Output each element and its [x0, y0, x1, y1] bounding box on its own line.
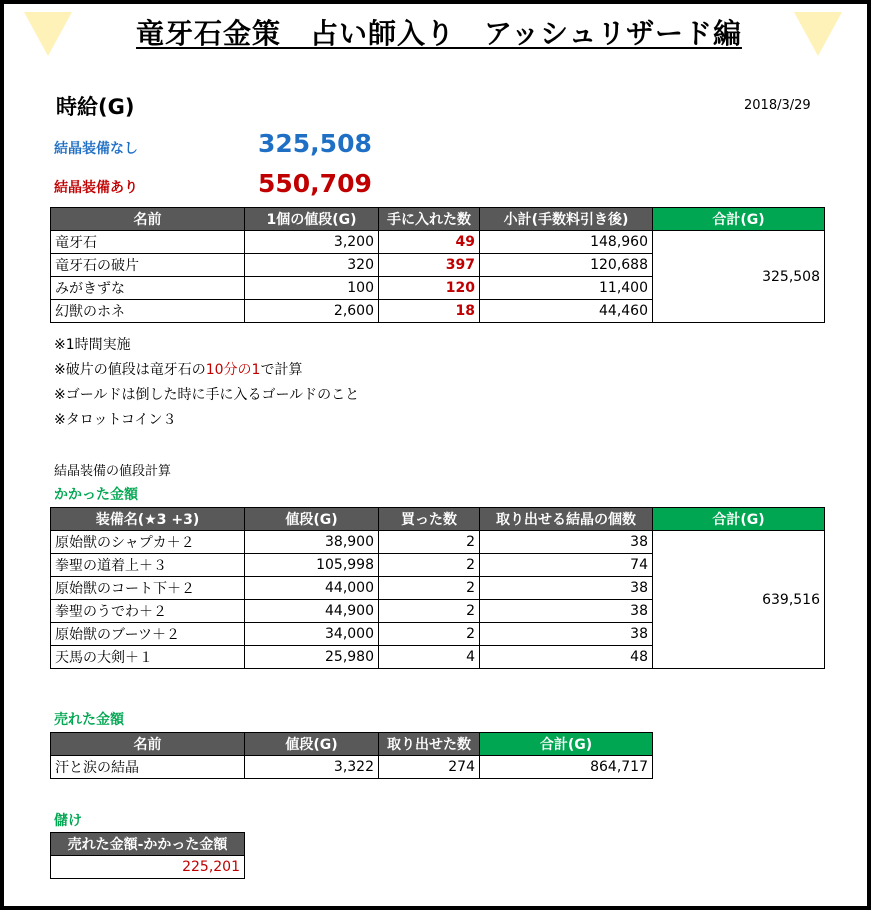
- equipment-name: 拳聖のうでわ＋２: [51, 600, 245, 623]
- table-header-row: [51, 508, 825, 531]
- item-price: 320: [245, 254, 379, 277]
- equipment-bought: 2: [379, 554, 480, 577]
- income-table: [50, 207, 825, 323]
- equipment-crystals: 74: [480, 554, 653, 577]
- equipment-bought: 2: [379, 531, 480, 554]
- with-crystal-label: 結晶装備あり: [54, 180, 138, 196]
- cost-table: [50, 507, 825, 669]
- equipment-price: 105,998: [245, 554, 379, 577]
- table-row: [51, 231, 825, 254]
- note-4: ※タロットコイン３: [54, 412, 177, 428]
- equipment-bought: 2: [379, 600, 480, 623]
- without-crystal-label: 結晶装備なし: [54, 141, 138, 157]
- equipment-price: 44,900: [245, 600, 379, 623]
- note-2-c: で計算: [260, 362, 303, 378]
- equipment-bought: 4: [379, 646, 480, 669]
- col-header-name: 名前: [51, 208, 245, 231]
- sale-item-total: 864,717: [480, 756, 653, 779]
- item-price: 100: [245, 277, 379, 300]
- equipment-bought: 2: [379, 623, 480, 646]
- note-2-a: ※破片の値段は竜牙石の: [54, 362, 206, 378]
- note-1: ※1時間実施: [54, 337, 131, 353]
- equipment-bought: 2: [379, 577, 480, 600]
- date-text: 2018/3/29: [744, 98, 811, 113]
- col-header-price: 1個の値段(G): [245, 208, 379, 231]
- income-total: 325,508: [653, 231, 825, 323]
- item-name: みがきずな: [51, 277, 245, 300]
- item-count: 49: [379, 231, 480, 254]
- col-header-price: 値段(G): [245, 733, 379, 756]
- equipment-crystals: 38: [480, 623, 653, 646]
- decorative-triangle-left: [24, 12, 72, 56]
- col-header-total: 合計(G): [480, 733, 653, 756]
- table-header-row: [51, 833, 245, 856]
- equipment-crystals: 38: [480, 577, 653, 600]
- note-3: ※ゴールドは倒した時に手に入るゴールドのこと: [54, 387, 360, 403]
- col-header-crystals: 取り出せる結晶の個数: [480, 508, 653, 531]
- col-header-subtotal: 小計(手数料引き後): [480, 208, 653, 231]
- item-count: 397: [379, 254, 480, 277]
- equipment-crystals: 38: [480, 600, 653, 623]
- table-header-row: [51, 208, 825, 231]
- profit-value: 225,201: [51, 856, 245, 879]
- hourly-rate-label: 時給(G): [56, 95, 135, 119]
- equipment-name: 原始獣のブーツ＋２: [51, 623, 245, 646]
- item-count: 18: [379, 300, 480, 323]
- equipment-name: 拳聖の道着上＋３: [51, 554, 245, 577]
- without-crystal-value: 325,508: [258, 129, 372, 158]
- note-2-highlight: 10分の1: [205, 362, 261, 378]
- profit-table: [50, 832, 245, 879]
- item-name: 竜牙石の破片: [51, 254, 245, 277]
- sale-item-count: 274: [379, 756, 480, 779]
- col-header-profit: 売れた金額-かかった金額: [51, 833, 245, 856]
- col-header-total: 合計(G): [653, 208, 825, 231]
- item-price: 2,600: [245, 300, 379, 323]
- equipment-crystals: 38: [480, 531, 653, 554]
- item-price: 3,200: [245, 231, 379, 254]
- table-row: [51, 531, 825, 554]
- page-title: 竜牙石金策 占い師入り アッシュリザード編: [136, 17, 742, 50]
- item-subtotal: 120,688: [480, 254, 653, 277]
- sale-item-name: 汗と涙の結晶: [51, 756, 245, 779]
- equipment-name: 原始獣のコート下＋２: [51, 577, 245, 600]
- col-header-total: 合計(G): [653, 508, 825, 531]
- item-name: 竜牙石: [51, 231, 245, 254]
- with-crystal-value: 550,709: [258, 169, 372, 198]
- col-header-name: 名前: [51, 733, 245, 756]
- decorative-triangle-right: [794, 12, 842, 56]
- crystal-section-label: 結晶装備の値段計算: [54, 464, 172, 479]
- table-header-row: [51, 733, 653, 756]
- equipment-name: 原始獣のシャプカ＋２: [51, 531, 245, 554]
- col-header-bought: 買った数: [379, 508, 480, 531]
- table-row: [51, 756, 653, 779]
- note-2: [54, 359, 302, 379]
- table-row: [51, 856, 245, 879]
- item-name: 幻獣のホネ: [51, 300, 245, 323]
- col-header-extracted: 取り出せた数: [379, 733, 480, 756]
- col-header-count: 手に入れた数: [379, 208, 480, 231]
- profit-label: 儲け: [54, 813, 82, 829]
- item-count: 120: [379, 277, 480, 300]
- equipment-price: 25,980: [245, 646, 379, 669]
- col-header-equipment: 装備名(★3 +3): [51, 508, 245, 531]
- equipment-price: 34,000: [245, 623, 379, 646]
- equipment-name: 天馬の大剣＋１: [51, 646, 245, 669]
- sold-label: 売れた金額: [54, 712, 124, 728]
- cost-total: 639,516: [653, 531, 825, 669]
- item-subtotal: 148,960: [480, 231, 653, 254]
- sale-item-price: 3,322: [245, 756, 379, 779]
- equipment-price: 38,900: [245, 531, 379, 554]
- equipment-crystals: 48: [480, 646, 653, 669]
- item-subtotal: 11,400: [480, 277, 653, 300]
- col-header-price: 値段(G): [245, 508, 379, 531]
- cost-label: かかった金額: [54, 487, 138, 503]
- item-subtotal: 44,460: [480, 300, 653, 323]
- sales-table: [50, 732, 653, 779]
- equipment-price: 44,000: [245, 577, 379, 600]
